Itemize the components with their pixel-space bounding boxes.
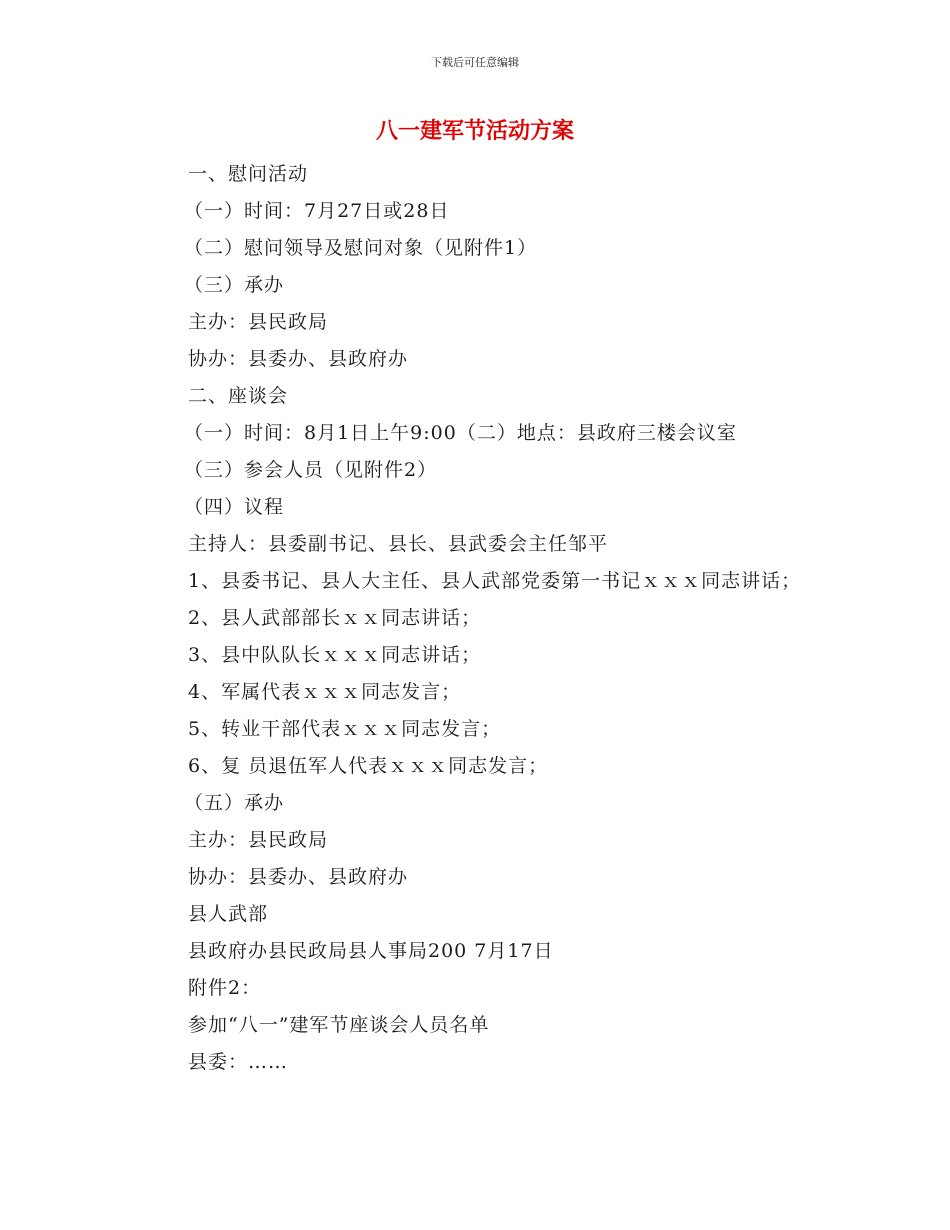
paragraph-line: 协办：县委办、县政府办 xyxy=(188,348,409,370)
paragraph-line: 主办：县民政局 xyxy=(188,829,329,851)
paragraph-line: 4、军属代表ｘｘｘ同志发言； xyxy=(188,681,462,703)
paragraph-line: 附件2： xyxy=(188,977,262,999)
paragraph-line: （五）承办 xyxy=(184,792,285,814)
header-note: 下载后可任意编辑 xyxy=(431,56,519,69)
paragraph-line: 3、县中队队长ｘｘｘ同志讲话； xyxy=(188,644,482,666)
paragraph-line: 县委：…… xyxy=(188,1051,289,1073)
paragraph-line: （二）慰问领导及慰问对象（见附件1） xyxy=(184,237,538,259)
paragraph-line: （三）承办 xyxy=(184,274,285,296)
paragraph-line: （四）议程 xyxy=(184,496,285,518)
section-heading: 一、慰问活动 xyxy=(188,163,309,185)
paragraph-line: 5、转业干部代表ｘｘｘ同志发言； xyxy=(188,718,502,740)
paragraph-line: 2、县人武部部长ｘｘ同志讲话； xyxy=(188,607,482,629)
paragraph-line: 县政府办县民政局县人事局200 7月17日 xyxy=(188,940,554,962)
document-title: 八一建军节活动方案 xyxy=(375,119,574,144)
paragraph-line: （三）参会人员（见附件2） xyxy=(184,459,438,481)
paragraph-line: 协办：县委办、县政府办 xyxy=(188,866,409,888)
section-heading: 二、座谈会 xyxy=(188,385,289,407)
document-body xyxy=(140,156,820,1081)
paragraph-line: （一）时间：8月1日上午9:00（二）地点：县政府三楼会议室 xyxy=(184,422,737,444)
paragraph-line: 主持人：县委副书记、县长、县武委会主任邹平 xyxy=(188,533,609,555)
paragraph-line: 县人武部 xyxy=(188,903,269,925)
paragraph-line: 主办：县民政局 xyxy=(188,311,329,333)
paragraph-line: （一）时间：7月27日或28日 xyxy=(184,200,450,222)
paragraph-line: 1、县委书记、县人大主任、县人武部党委第一书记ｘｘｘ同志讲话； xyxy=(188,570,802,592)
paragraph-line: 6、复 员退伍军人代表ｘｘｘ同志发言； xyxy=(188,755,549,777)
paragraph-line: 参加“八一”建军节座谈会人员名单 xyxy=(188,1014,490,1036)
